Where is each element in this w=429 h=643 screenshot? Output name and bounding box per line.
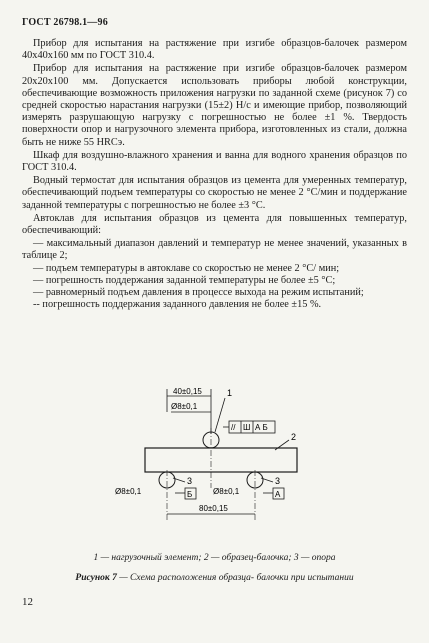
- tolerance-ref: А Б: [255, 423, 268, 432]
- body-text: [22, 38, 407, 311]
- document-header: ГОСТ 26798.1—96: [22, 17, 108, 28]
- caption-text: — Схема расположения образца- балочки при испытании: [116, 573, 354, 583]
- dim-bottom-label: 80±0,15: [199, 504, 228, 513]
- dim-top-dia: Ø8±0,1: [171, 402, 198, 411]
- label-2: 2: [291, 432, 297, 442]
- list-item: -- погрешность поддержания заданного давления не более ±15 %.: [33, 299, 322, 311]
- label-3-left: 3: [187, 476, 193, 486]
- figure-caption: [0, 573, 429, 583]
- list-item: — максимальный диапазон давлений и температур не менее значений, указанных в таблице 2;: [22, 238, 407, 262]
- paragraph: Шкаф для воздушно-влажного хранения и ванна для водного хранения образцов по ГОСТ 310.4.: [22, 149, 407, 174]
- paragraph: Прибор для испытания на растяжение при изгибе образцов-балочек размером 40х40х160 мм по ГОСТ 310.4.: [22, 38, 407, 62]
- test-scheme-figure: [115, 384, 315, 544]
- tolerance-symbol: //: [231, 423, 236, 432]
- caption-label: Рисунок 7: [75, 573, 117, 583]
- paragraph: Прибор для испытания на растяжение при изгибе образцов-балочек размером 20х20х100 мм. Допускается использовать приборы любой конструкции, обеспечивающие возможность приложения нагрузки по заданной схеме (рисунок 7) со средней скоростью нарастания нагрузки (15±2) Н/с и имеющие прибор, позволяющий измерять разрушающую нагрузку с погрешностью не более ±1 %. Твердость поверхности опор и нагрузочного элемента прибора, изготовленных из стали, должна быть не ниже 55 HRCэ.: [22, 63, 407, 148]
- dim-left-dia: Ø8±0,1: [115, 487, 142, 496]
- label-1: 1: [227, 388, 233, 398]
- paragraph: Автоклав для испытания образцов из цемента для повышенных температур, обеспечивающий:: [22, 212, 407, 237]
- datum-a: А: [275, 490, 281, 499]
- list-item: — подъем температуры в автоклаве со скоростью не менее 2 °С/ мин;: [33, 262, 340, 274]
- page-number: 12: [22, 596, 33, 608]
- tolerance-frame: [229, 421, 275, 433]
- dim-top-label: 40±0,15: [173, 387, 202, 396]
- beam: [145, 448, 297, 472]
- list-item: — погрешность поддержания заданной температуры не более ±5 °С;: [33, 274, 336, 286]
- paragraph: Водный термостат для испытания образцов из цемента для умеренных температур, обеспечивающий подъем температуры со скоростью не менее 2 °С/мин и поддержание заданной температуры с погрешностью не более ±3 °С.: [22, 175, 407, 211]
- datum-b: Б: [187, 490, 193, 499]
- label-3-right: 3: [275, 476, 281, 486]
- dim-right-dia: Ø8±0,1: [213, 487, 240, 496]
- figure-legend: 1 — нагрузочный элемент; 2 — образец-балочка; 3 — опора: [93, 553, 336, 563]
- list-item: — равномерный подъем давления в процессе выхода на режим испытаний;: [33, 287, 364, 299]
- tolerance-value: Ш: [243, 423, 251, 432]
